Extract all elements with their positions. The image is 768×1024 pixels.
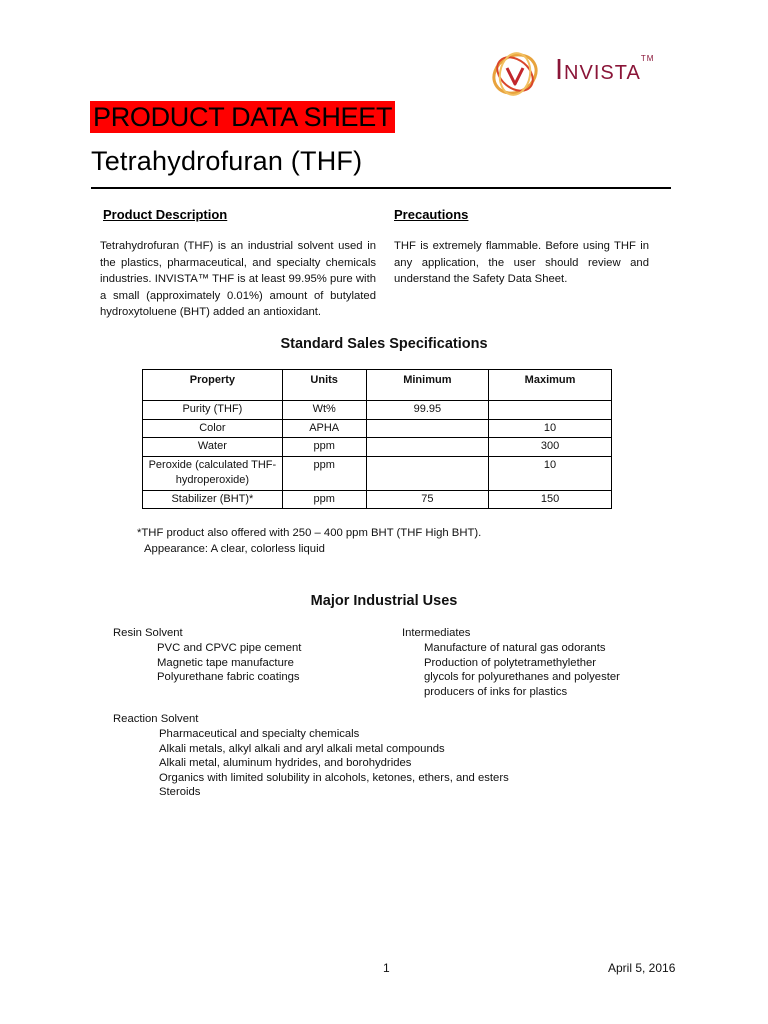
list-item: Organics with limited solubility in alcohols, ketones, ethers, and esters [159, 771, 509, 784]
document-date: April 5, 2016 [608, 961, 676, 975]
list-item: producers of inks for plastics [424, 685, 568, 698]
table-cell: 150 [489, 490, 612, 509]
precautions-heading: Precautions [394, 207, 469, 222]
table-cell: ppm [282, 438, 366, 457]
table-cell: ppm [282, 490, 366, 509]
product-description-text: Tetrahydrofuran (THF) is an industrial solvent used in the plastics, pharmaceutical, and specialty chemicals industries. INVISTA™ THF is at least 99.95% pure with a small (approximately 0.01%) amount of butylated hydroxytoluene (BHT) added an antioxidant. [100, 240, 376, 319]
column-header-minimum: Minimum [366, 370, 489, 401]
table-header-row [143, 370, 612, 401]
table-cell: 300 [489, 438, 612, 457]
table-cell: 10 [489, 419, 612, 438]
table-row [143, 401, 612, 420]
bht-footnote: *THF product also offered with 250 – 400 ppm BHT (THF High BHT). [137, 527, 482, 539]
table-cell: APHA [282, 419, 366, 438]
table-cell: Wt% [282, 401, 366, 420]
reaction-solvent-list [159, 727, 509, 800]
table-row [143, 419, 612, 438]
page-number: 1 [383, 961, 390, 975]
list-item: Alkali metal, aluminum hydrides, and borohydrides [159, 757, 412, 769]
table-cell: Peroxide (calculated THF-hydroperoxide) [143, 456, 283, 490]
list-item: Magnetic tape manufacture [157, 656, 294, 669]
table-cell [489, 401, 612, 420]
invista-ring-icon [487, 44, 547, 102]
resin-solvent-list [157, 641, 301, 685]
reaction-solvent-label: Reaction Solvent [113, 713, 199, 725]
table-cell: Stabilizer (BHT)* [143, 490, 283, 509]
product-description-heading: Product Description [103, 207, 228, 222]
table-cell: Purity (THF) [143, 401, 283, 420]
invista-logo [487, 44, 687, 102]
uses-heading: Major Industrial Uses [310, 593, 458, 609]
specs-heading: Standard Sales Specifications [280, 336, 488, 352]
list-item: glycols for polyurethanes and polyester [424, 671, 620, 683]
table-cell: ppm [282, 456, 366, 490]
intermediates-label: Intermediates [402, 627, 471, 639]
document-title: Tetrahydrofuran (THF) [91, 146, 363, 176]
specifications-table [142, 369, 612, 509]
column-header-property: Property [143, 370, 283, 401]
table-cell: Color [143, 419, 283, 438]
column-header-units: Units [282, 370, 366, 401]
table-row [143, 456, 612, 490]
table-cell: 75 [366, 490, 489, 509]
product-data-sheet-banner: PRODUCT DATA SHEET [90, 101, 395, 133]
list-item: Polyurethane fabric coatings [157, 671, 300, 683]
table-row [143, 438, 612, 457]
list-item: Steroids [159, 786, 201, 798]
column-header-maximum: Maximum [489, 370, 612, 401]
table-cell [366, 419, 489, 438]
list-item: Production of polytetramethylether [424, 656, 597, 669]
table-cell [366, 438, 489, 457]
table-row [143, 490, 612, 509]
list-item: Alkali metals, alkyl alkali and aryl alkali metal compounds [159, 742, 445, 755]
precautions-text: THF is extremely flammable. Before using THF in any application, the user should review and understand the Safety Data Sheet. [394, 240, 649, 286]
appearance-note: Appearance: A clear, colorless liquid [144, 543, 325, 555]
table-cell: 10 [489, 456, 612, 490]
brand-name: Invista™ [555, 54, 655, 86]
list-item: Pharmaceutical and specialty chemicals [159, 728, 360, 740]
table-cell: Water [143, 438, 283, 457]
resin-solvent-label: Resin Solvent [113, 627, 183, 639]
intermediates-list [424, 641, 620, 699]
list-item: Manufacture of natural gas odorants [424, 642, 606, 654]
table-cell: 99.95 [366, 401, 489, 420]
list-item: PVC and CPVC pipe cement [157, 642, 302, 654]
table-cell [366, 456, 489, 490]
title-divider [91, 187, 671, 189]
